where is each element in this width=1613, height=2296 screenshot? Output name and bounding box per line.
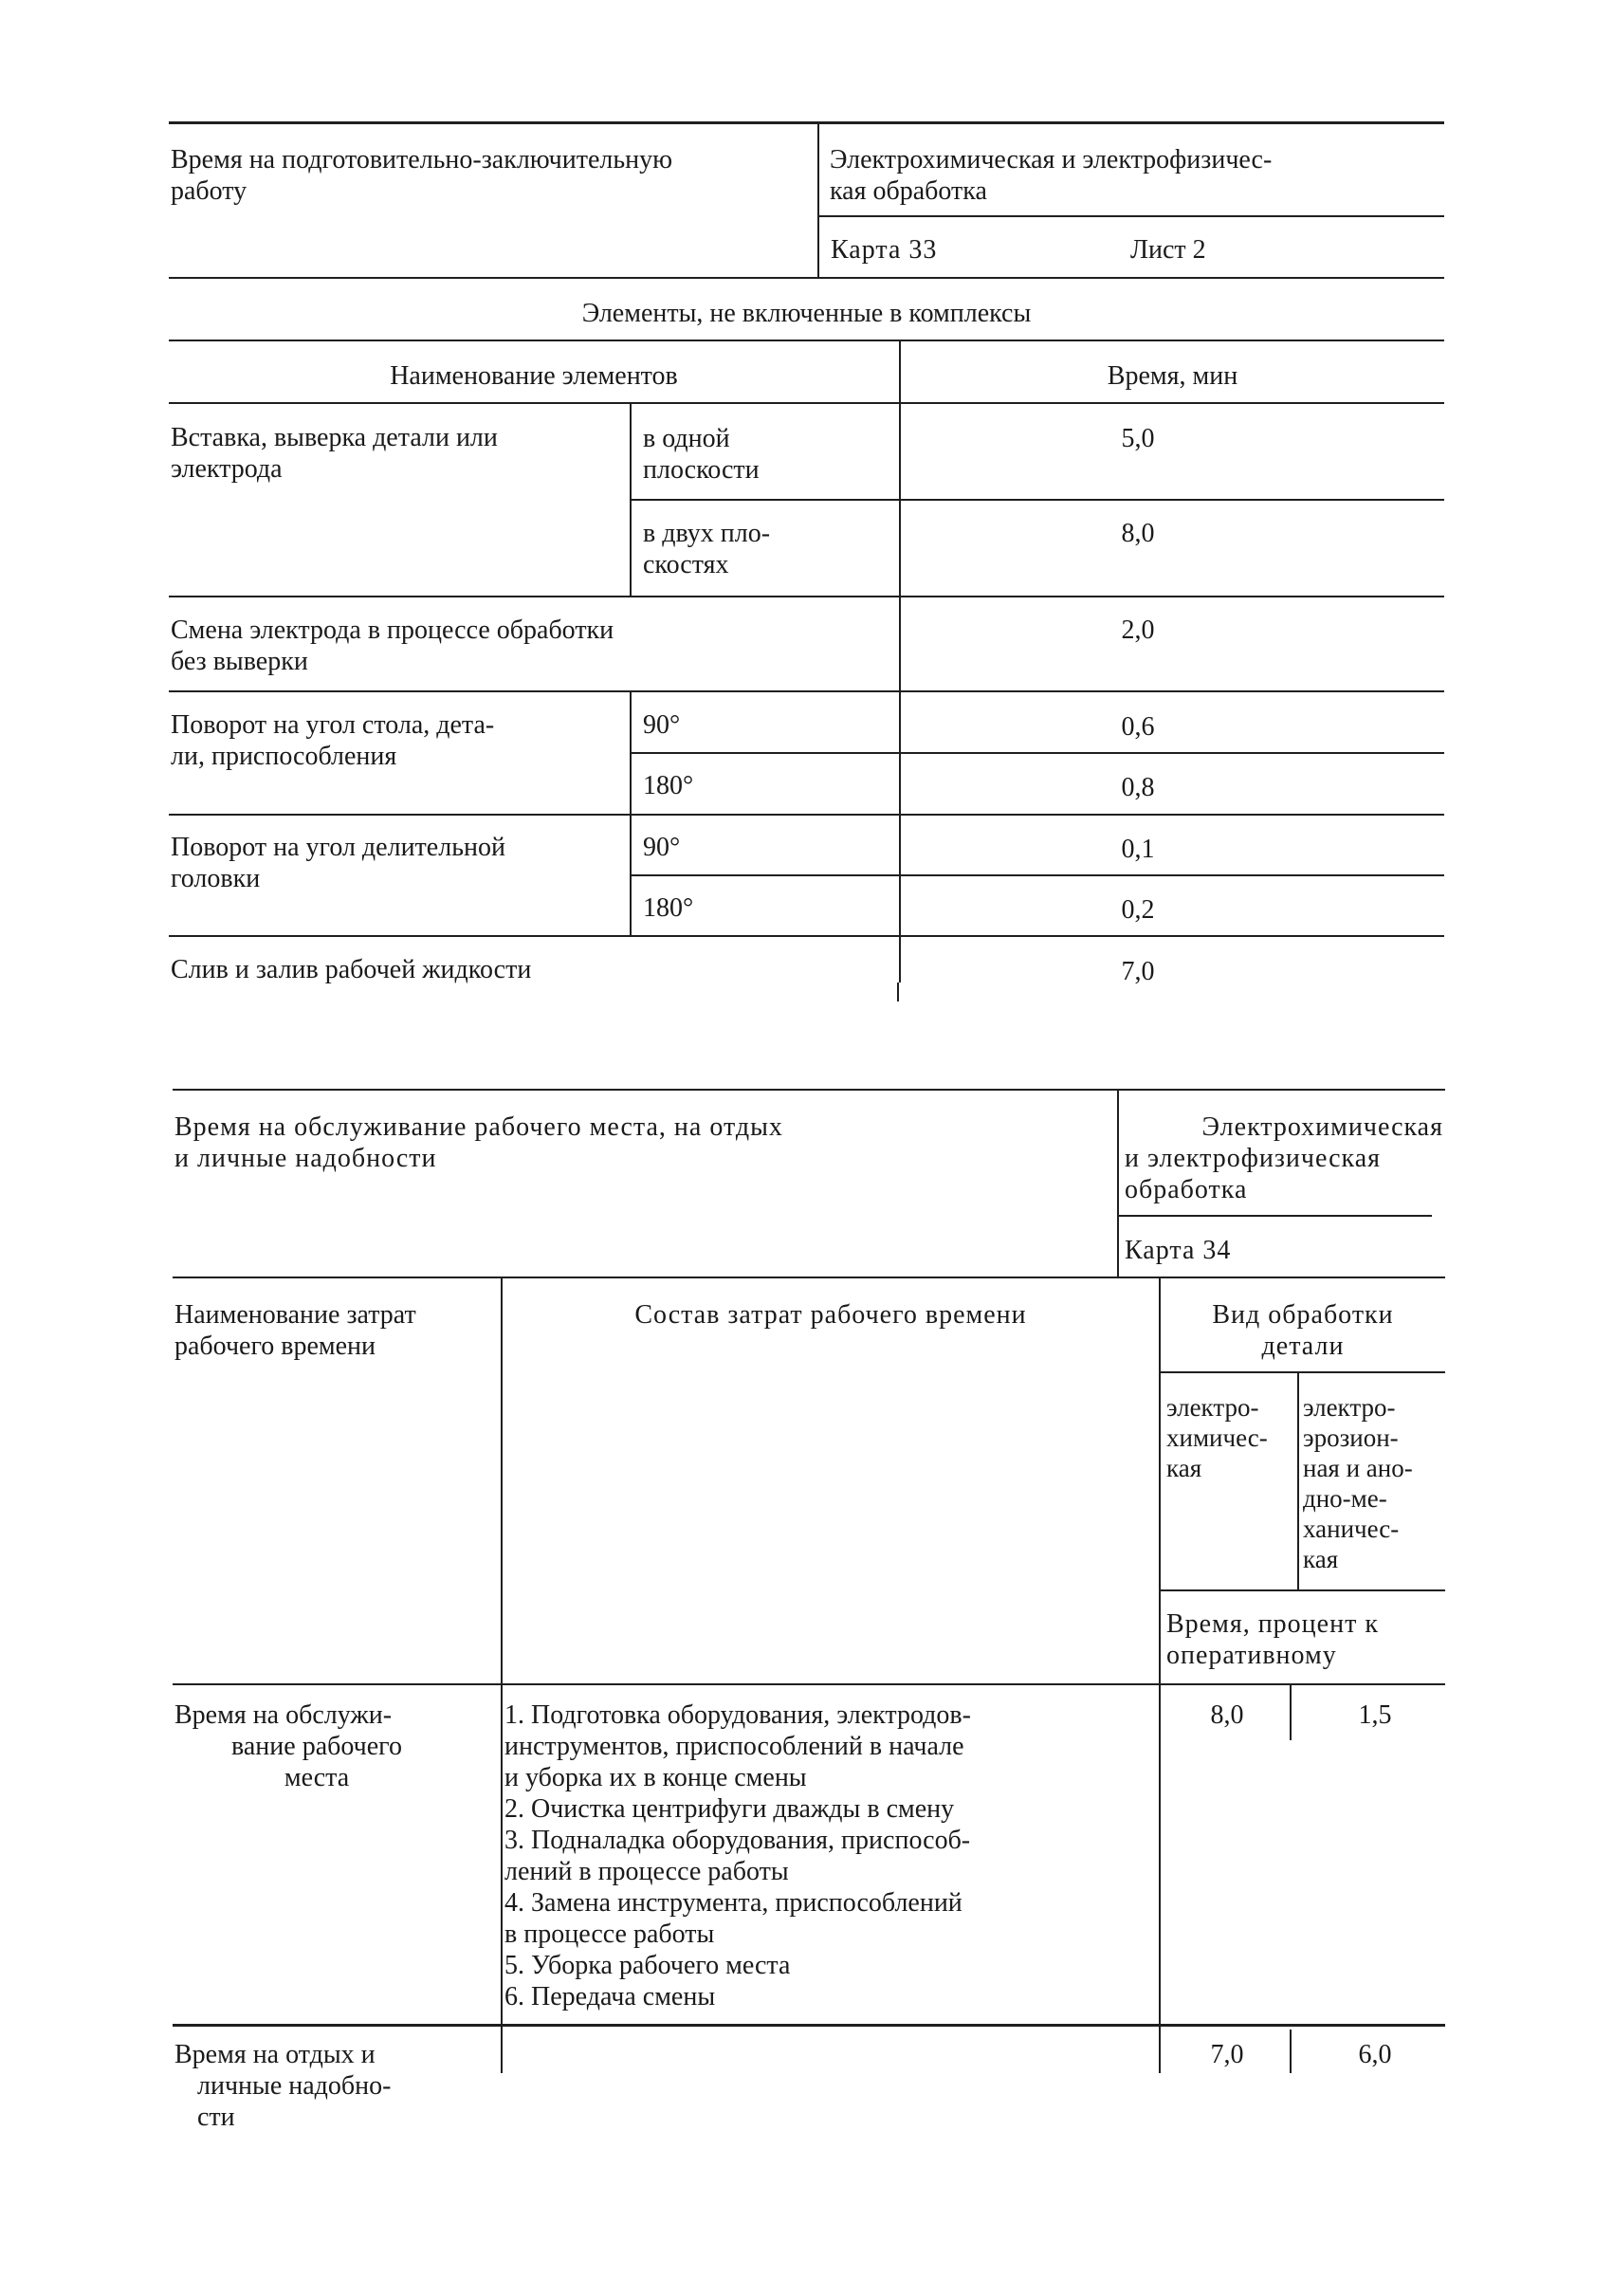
row-time: 0,2 [1121,895,1155,925]
sheet-number: Лист 2 [1130,235,1206,265]
row-name-line2: ли, приспособления [171,742,397,771]
row-time: 0,1 [1121,835,1155,864]
row-name-line1: Поворот на угол стола, дета- [171,710,495,740]
list-item: 6. Передача смены [504,1982,716,2011]
card34-right-title-line3: обработка [1125,1175,1248,1204]
subcolumn-2-line3: ная и ано- [1303,1454,1413,1482]
card34-right-title-line2: и электрофизическая [1125,1144,1382,1173]
divider [173,1683,1445,1685]
divider [173,2024,1445,2027]
row-name-line3 [174,1762,459,1793]
row-name-line3: сти [197,2103,235,2132]
time-label-line2: оперативному [1166,1641,1337,1670]
row-value-2: 1,5 [1358,1700,1392,1730]
row-condition: 90° [643,833,681,862]
time-label-line1: Время, процент к [1166,1609,1379,1639]
card-number: Карта 33 [831,235,938,265]
divider [169,690,1444,692]
divider [632,499,1444,501]
column-header-name: Наименование элементов [390,361,678,391]
row-value-2: 6,0 [1358,2040,1392,2069]
row-name-line3-text: места [284,1763,350,1792]
row-name-line1: Время на отдых и [174,2040,376,2069]
list-item: 3. Подналадка оборудования, приспособ- [504,1826,971,1855]
divider [1161,1371,1445,1373]
row-condition: 90° [643,710,681,740]
divider [169,596,1444,597]
divider [173,1089,1445,1091]
card33-left-title-line1: Время на подготовительно-заключительную [171,145,673,174]
divider [169,277,1444,279]
section-heading: Элементы, не включенные в комплексы [581,299,1032,328]
list-item: 5. Уборка рабочего места [504,1951,791,1980]
divider [632,752,1444,754]
card34-left-title-line1: Время на обслуживание рабочего места, на отдых [174,1112,783,1142]
row-name-line1: Вставка, выверка детали или [171,423,498,452]
card34-left-title-line2: и личные надобности [174,1144,437,1173]
row-condition-line1: в одной [643,424,730,453]
row-time: 8,0 [1121,519,1155,548]
divider [819,215,1444,217]
row-name-line2: личные надобно- [197,2071,392,2101]
divider [1119,1215,1432,1217]
divider [173,1277,1445,1278]
subcolumn-1-line1: электро- [1166,1393,1259,1422]
list-item: в процессе работы [504,1919,715,1949]
divider [817,121,819,278]
column-header-name-line2: рабочего времени [174,1332,376,1361]
row-time: 0,6 [1121,712,1155,742]
divider [169,402,1444,404]
row-name-line2-text: вание рабочего [231,1732,402,1761]
subcolumn-1-line2: химичес- [1166,1424,1268,1452]
row-condition-line2: скостях [643,550,729,579]
divider [1161,1589,1445,1591]
divider [169,814,1444,816]
row-time: 7,0 [1121,957,1155,986]
divider [899,340,901,983]
column-header-name-line1: Наименование затрат [174,1300,416,1330]
divider [501,1277,503,2073]
card33-right-title-line1: Электрохимическая и электрофизичес- [830,145,1273,174]
list-item: 2. Очистка центрифуги дважды в смену [504,1794,955,1824]
subcolumn-2-line5: ханичес- [1303,1515,1400,1543]
row-name-line2: электрода [171,454,283,484]
divider [169,935,1444,937]
list-item: лений в процессе работы [504,1857,789,1886]
row-value-1: 7,0 [1210,2040,1244,2069]
divider [897,983,899,1001]
card33-left-title-line2: работу [171,176,247,206]
subcolumn-2-line4: дно-ме- [1303,1484,1387,1513]
card34-right-title-line1-text: Электрохимическая [1201,1112,1443,1142]
row-condition: 180° [643,771,694,800]
row-condition-line2: плоскости [643,455,760,485]
row-name-line2: без выверки [171,647,308,676]
divider [169,121,1444,124]
divider [1159,1277,1161,2073]
row-time: 0,8 [1121,773,1155,802]
row-name-line2: головки [171,864,261,893]
row-time: 2,0 [1121,615,1155,645]
column-header-type-line1: Вид обработки [1212,1300,1394,1330]
subcolumn-1-line3: кая [1166,1454,1202,1482]
list-item: инструментов, приспособлений в начале [504,1732,964,1761]
list-item: 1. Подготовка оборудования, электродов- [504,1700,971,1730]
column-header-time: Время, мин [1107,361,1238,391]
subcolumn-2-line6: кая [1303,1545,1339,1573]
card33-right-title-line2: кая обработка [830,176,987,206]
row-name-line1: Время на обслужи- [174,1700,393,1730]
divider [169,340,1444,341]
row-name-line1: Смена электрода в процессе обработки [171,615,614,645]
row-condition-line1: в двух пло- [643,519,771,548]
divider [1297,1371,1299,1589]
card34-right-title-line1 [1125,1111,1443,1143]
row-condition: 180° [643,893,694,923]
divider [1117,1089,1119,1277]
row-time: 5,0 [1121,424,1155,453]
row-name: Слив и залив рабочей жидкости [171,955,532,984]
row-name-line2 [174,1731,459,1762]
subcolumn-2-line1: электро- [1303,1393,1396,1422]
row-name-line1: Поворот на угол делительной [171,833,505,862]
subcolumn-2-line2: эрозион- [1303,1424,1399,1452]
column-header-type-line2: детали [1261,1332,1345,1361]
column-header-content: Состав затрат рабочего времени [634,1300,1027,1330]
row-value-1: 8,0 [1210,1700,1244,1730]
card-number: Карта 34 [1125,1236,1232,1265]
list-item: 4. Замена инструмента, приспособлений [504,1888,962,1918]
list-item: и уборка их в конце смены [504,1763,807,1792]
divider [632,874,1444,876]
